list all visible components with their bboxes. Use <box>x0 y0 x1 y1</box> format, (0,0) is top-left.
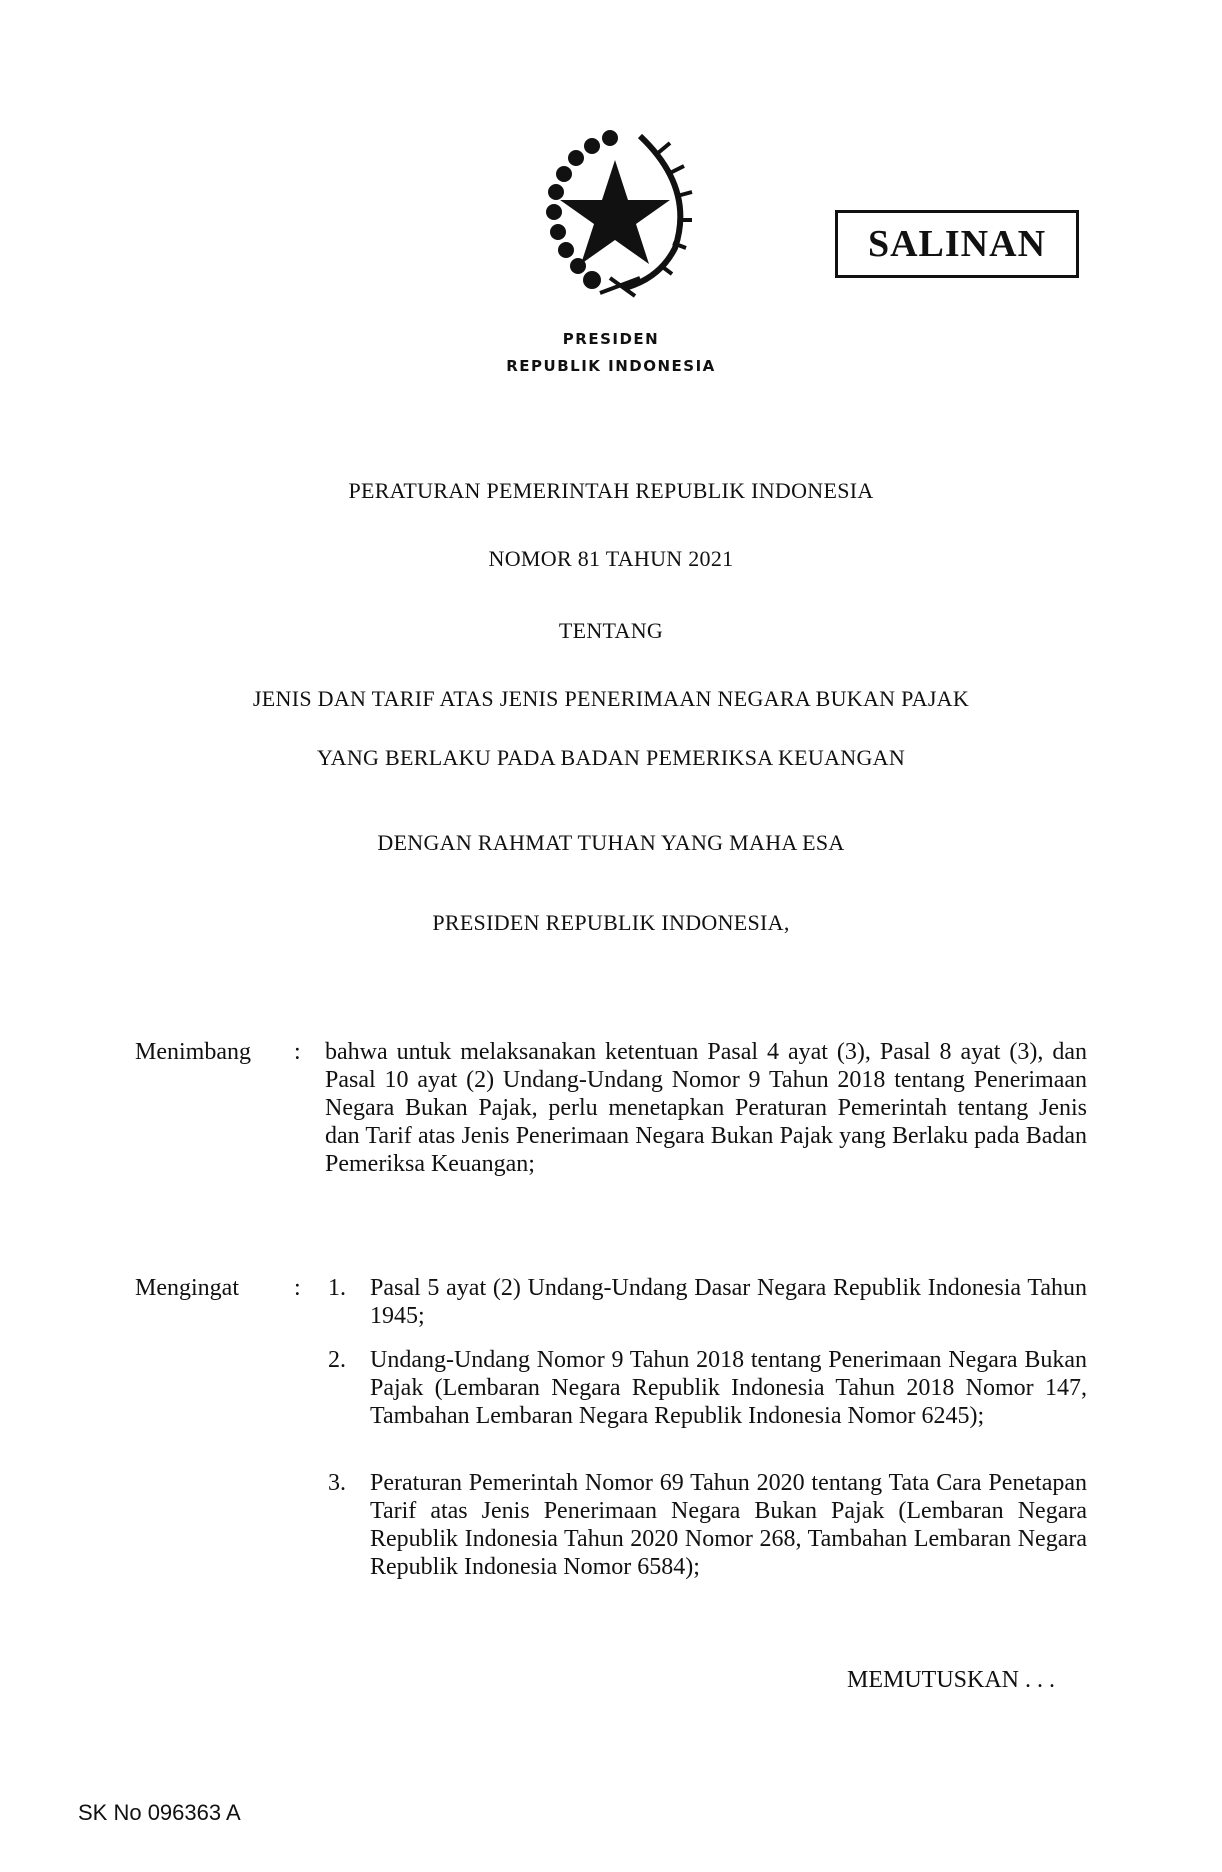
invocation: DENGAN RAHMAT TUHAN YANG MAHA ESA <box>377 830 845 855</box>
mengingat-label: Mengingat <box>135 1275 239 1301</box>
issuer-line-2: REPUBLIK INDONESIA <box>506 357 716 375</box>
mengingat-colon: : <box>294 1275 301 1301</box>
mengingat-item: Peraturan Pemerintah Nomor 69 Tahun 2020 tentang Tata Cara Penetapan Tarif atas Jenis Penerimaan Negara Bukan Pajak (Lembaran Negara Republik Indonesia Tahun 2020 Nomor 268, Tambahan Lembaran Negara Republik Indonesia Nomor 6584); <box>370 1470 1087 1580</box>
mengingat-item-number: 1. <box>328 1275 346 1301</box>
menimbang-colon: : <box>294 1039 301 1065</box>
mengingat-item-number: 3. <box>328 1470 346 1496</box>
mengingat-item: Undang-Undang Nomor 9 Tahun 2018 tentang Penerimaan Negara Bukan Pajak (Lembaran Negara Republik Indonesia Tahun 2018 Nomor 147, Tambahan Lembaran Negara Republik Indonesia Nomor 6245); <box>370 1347 1087 1429</box>
presidential-seal-emblem-icon <box>530 128 700 300</box>
issuer-line-1: PRESIDEN <box>562 330 660 348</box>
subject-line-1: JENIS DAN TARIF ATAS JENIS PENERIMAAN NEGARA BUKAN PAJAK <box>252 686 970 711</box>
tentang-heading: TENTANG <box>558 618 664 643</box>
menimbang-label: Menimbang <box>135 1039 251 1065</box>
president-line: PRESIDEN REPUBLIK INDONESIA, <box>432 910 790 935</box>
mengingat-item: Pasal 5 ayat (2) Undang-Undang Dasar Negara Republik Indonesia Tahun 1945; <box>370 1275 1087 1329</box>
menimbang-text: bahwa untuk melaksanakan ketentuan Pasal 4 ayat (3), Pasal 8 ayat (3), dan Pasal 10 ayat (2) Undang-Undang Nomor 9 Tahun 2018 tentang Penerimaan Negara Bukan Pajak, perlu menetapkan Peraturan Pemerintah tentang Jenis dan Tarif atas Jenis Penerimaan Negara Bukan Pajak yang Berlaku pada Badan Pemeriksa Keuangan; <box>325 1039 1087 1177</box>
salinan-stamp: SALINAN <box>835 210 1079 278</box>
mengingat-item-number: 2. <box>328 1347 346 1373</box>
subject-line-2: YANG BERLAKU PADA BADAN PEMERIKSA KEUANGAN <box>316 745 906 770</box>
continuation-marker: MEMUTUSKAN . . . <box>847 1667 1056 1693</box>
document-title: PERATURAN PEMERINTAH REPUBLIK INDONESIA <box>348 478 874 503</box>
serial-number: SK No 096363 A <box>78 1800 241 1825</box>
document-number: NOMOR 81 TAHUN 2021 <box>488 546 734 571</box>
